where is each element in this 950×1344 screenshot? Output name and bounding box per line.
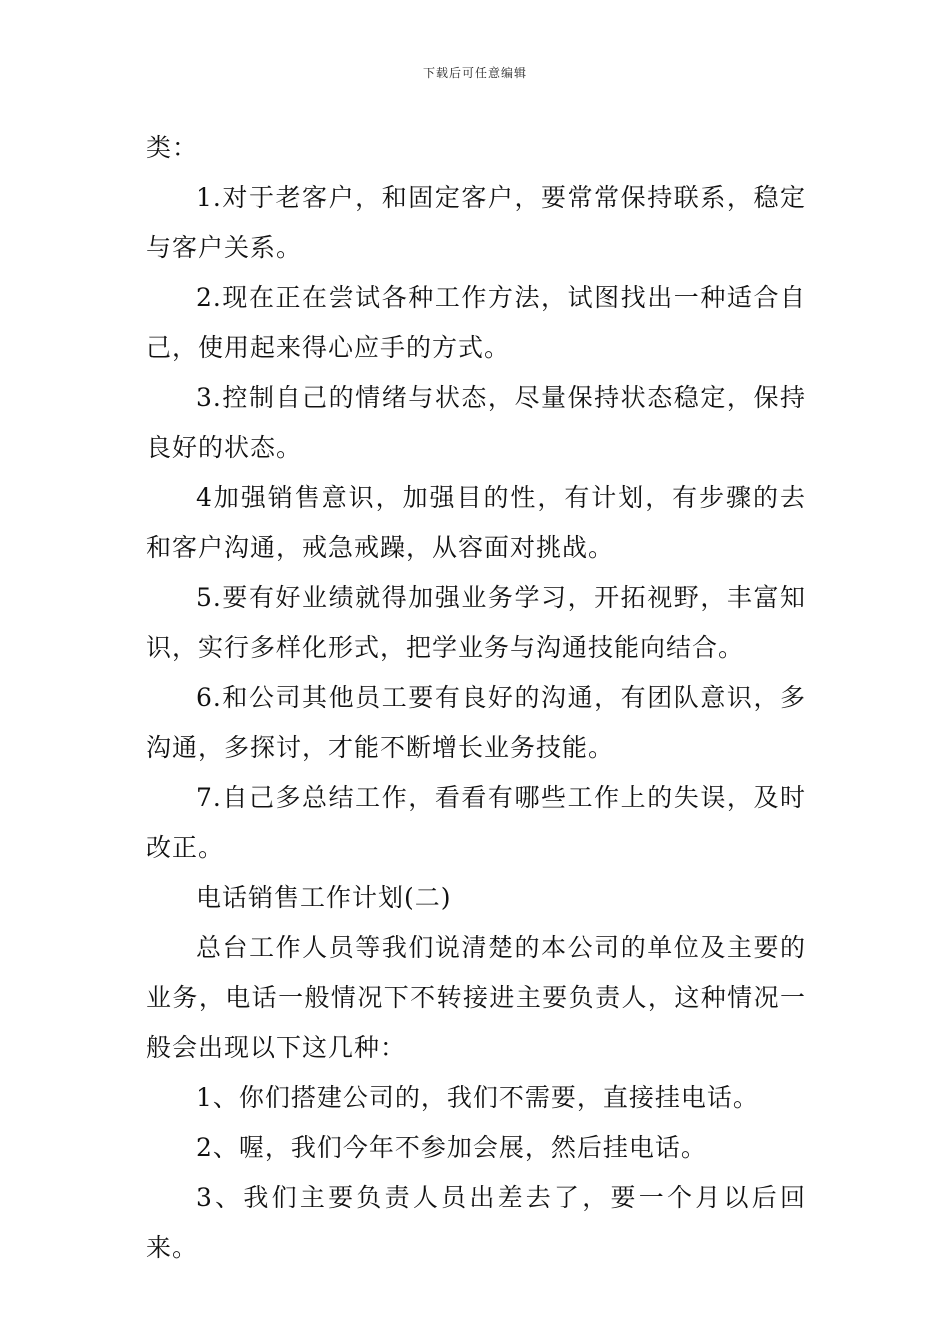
paragraph-item-4: 4加强销售意识，加强目的性，有计划，有步骤的去和客户沟通，戒急戒躁，从容面对挑战。 (146, 483, 806, 562)
paragraph-intro: 总台工作人员等我们说清楚的本公司的单位及主要的业务，电话一般情况下不转接进主要负责人，这种情况一般会出现以下这几种： (146, 933, 806, 1062)
page-header: 下载后可任意编辑 (422, 66, 527, 80)
paragraph-case-3: 3、我们主要负责人员出差去了，要一个月以后回来。 (146, 1183, 806, 1262)
paragraph-case-1: 1、你们搭建公司的，我们不需要，直接挂电话。 (196, 1083, 759, 1112)
paragraph-item-7: 7.自己多总结工作，看看有哪些工作上的失误，及时改正。 (146, 783, 806, 862)
paragraph-case-2: 2、喔，我们今年不参加会展，然后挂电话。 (196, 1133, 707, 1162)
paragraph-item-3: 3.控制自己的情绪与状态，尽量保持状态稳定，保持良好的状态。 (146, 383, 806, 462)
paragraph-item-1: 1.对于老客户，和固定客户，要常常保持联系，稳定与客户关系。 (146, 183, 806, 262)
paragraph-item-2: 2.现在正在尝试各种工作方法，试图找出一种适合自己，使用起来得心应手的方式。 (146, 283, 806, 362)
paragraph-item-6: 6.和公司其他员工要有良好的沟通，有团队意识，多沟通，多探讨，才能不断增长业务技能。 (146, 683, 806, 762)
section-heading: 电话销售工作计划(二) (196, 883, 452, 912)
document-body (146, 123, 806, 1273)
paragraph-category-end: 类： (146, 133, 199, 162)
paragraph-item-5: 5.要有好业绩就得加强业务学习，开拓视野，丰富知识，实行多样化形式，把学业务与沟通技能向结合。 (146, 583, 806, 662)
